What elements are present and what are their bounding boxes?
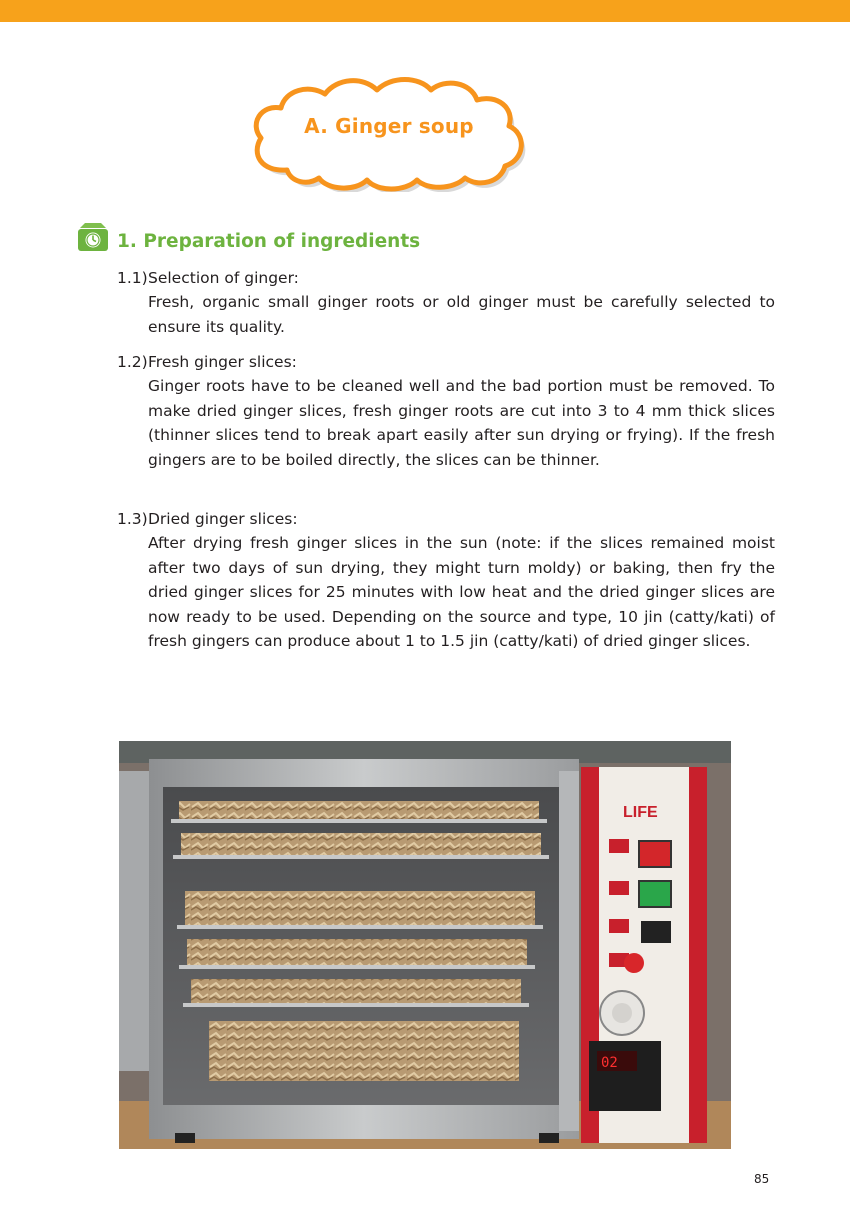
list-item bbox=[117, 507, 777, 654]
item-body: Ginger roots have to be cleaned well and the bad portion must be removed. To make dried ginger slices, fresh ginger roots are cut into 3 to 4 mm thick slices (thinner slices tend to break apart easily after sun drying or frying). If the fresh gingers are to be boiled directly, the slices can be thinner. bbox=[148, 377, 775, 469]
page-title: A. Ginger soup bbox=[304, 114, 474, 138]
svg-text:02: 02 bbox=[601, 1055, 618, 1071]
title-cloud bbox=[247, 74, 531, 192]
food-dehydrator-photo bbox=[119, 741, 731, 1149]
item-number: 1.3) bbox=[117, 510, 148, 528]
item-heading-text: Dried ginger slices: bbox=[148, 510, 298, 528]
item-heading bbox=[117, 507, 777, 531]
item-heading-text: Fresh ginger slices: bbox=[148, 353, 297, 371]
item-body: After drying fresh ginger slices in the sun (note: if the slices remained moist after two days of sun drying, they might turn moldy) or baking, then fry the dried ginger slices for 25 minutes with low heat and the dried ginger slices are now ready to be used. Depending on the source and type, 10 jin (catty/kati) of fresh gingers can produce about 1 to 1.5 jin (catty/kati) of dried ginger slices. bbox=[148, 534, 775, 650]
list-item bbox=[117, 350, 777, 472]
item-heading bbox=[117, 266, 777, 290]
scale-icon bbox=[76, 222, 110, 252]
top-accent-bar bbox=[0, 0, 850, 22]
list-item bbox=[117, 266, 777, 339]
item-heading bbox=[117, 350, 777, 374]
section-heading: 1. Preparation of ingredients bbox=[117, 231, 421, 252]
item-number: 1.2) bbox=[117, 353, 148, 371]
page-number: 85 bbox=[754, 1172, 770, 1186]
svg-text:LIFE: LIFE bbox=[623, 804, 658, 821]
item-body: Fresh, organic small ginger roots or old ginger must be carefully selected to ensure its quality. bbox=[148, 293, 775, 336]
item-number: 1.1) bbox=[117, 269, 148, 287]
item-heading-text: Selection of ginger: bbox=[148, 269, 299, 287]
